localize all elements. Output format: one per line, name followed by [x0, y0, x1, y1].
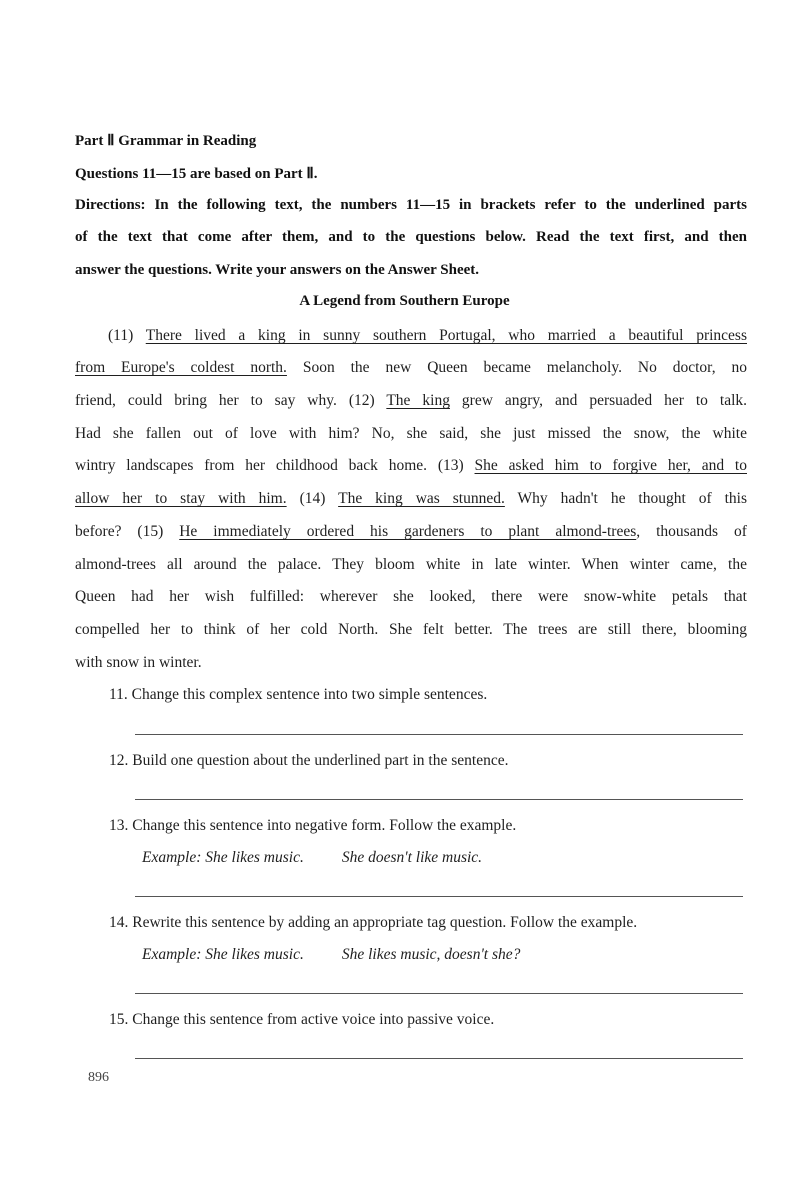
passage-line: compelled her to think of her cold North. She felt better. The trees are still there, blooming	[75, 621, 747, 638]
passage-line: with snow in winter.	[75, 654, 202, 671]
answer-line-15[interactable]	[135, 1058, 743, 1059]
passage-line: (11) There lived a king in sunny southern Portugal, who married a beautiful princess	[108, 327, 747, 344]
passage-line: allow her to stay with him. (14) The king was stunned. Why hadn't he thought of this	[75, 490, 748, 507]
example-14: Example: She likes music. She likes music, doesn't she?	[142, 946, 521, 963]
underlined-part-13-cont: allow her to stay with him.	[75, 490, 287, 507]
question-13: 13. Change this sentence into negative form. Follow the example.	[109, 817, 517, 834]
question-11: 11. Change this complex sentence into two simple sentences.	[109, 686, 488, 703]
question-12: 12. Build one question about the underlined part in the sentence.	[109, 752, 509, 769]
underlined-part-14: The king was stunned.	[338, 490, 505, 507]
passage-line: wintry landscapes from her childhood back home. (13) She asked him to forgive her, and to	[75, 457, 747, 474]
answer-line-11[interactable]	[135, 734, 743, 735]
answer-line-14[interactable]	[135, 993, 743, 994]
passage-line: Had she fallen out of love with him? No, she said, she just missed the snow, the white	[75, 425, 747, 442]
page-number: 896	[88, 1070, 109, 1085]
underlined-part-11: There lived a king in sunny southern Portugal, who married a beautiful princess	[145, 327, 747, 344]
underlined-part-11-cont: from Europe's coldest north.	[75, 359, 287, 376]
passage-line: friend, could bring her to say why. (12) The king grew angry, and persuaded her to talk.	[75, 392, 748, 409]
passage-line: from Europe's coldest north. Soon the new Queen became melancholy. No doctor, no	[75, 359, 747, 376]
directions-line-2: of the text that come after them, and to the questions below. Read the text first, and then	[75, 229, 747, 245]
passage-title: A Legend from Southern Europe	[299, 293, 510, 309]
directions-line-3: answer the questions. Write your answers on the Answer Sheet.	[75, 262, 480, 278]
question-15: 15. Change this sentence from active voice into passive voice.	[109, 1011, 495, 1028]
question-14: 14. Rewrite this sentence by adding an appropriate tag question. Follow the example.	[109, 914, 638, 931]
underlined-part-13: She asked him to forgive her, and to	[474, 457, 747, 474]
passage-line: Queen had her wish fulfilled: wherever she looked, there were snow-white petals that	[75, 588, 747, 605]
questions-range: Questions 11—15 are based on Part Ⅱ.	[75, 166, 318, 182]
example-13: Example: She likes music. She doesn't like music.	[142, 849, 483, 866]
answer-line-13[interactable]	[135, 896, 743, 897]
passage-line: before? (15) He immediately ordered his gardeners to plant almond-trees, thousands of	[75, 523, 747, 540]
directions-line-1: Directions: In the following text, the numbers 11—15 in brackets refer to the underlined parts	[75, 197, 747, 213]
part-title: Part Ⅱ Grammar in Reading	[75, 133, 257, 149]
answer-line-12[interactable]	[135, 799, 743, 800]
underlined-part-12: The king	[386, 392, 450, 409]
passage-line: almond-trees all around the palace. They bloom white in late winter. When winter came, the	[75, 556, 747, 573]
underlined-part-15: He immediately ordered his gardeners to plant almond-trees	[179, 523, 637, 540]
